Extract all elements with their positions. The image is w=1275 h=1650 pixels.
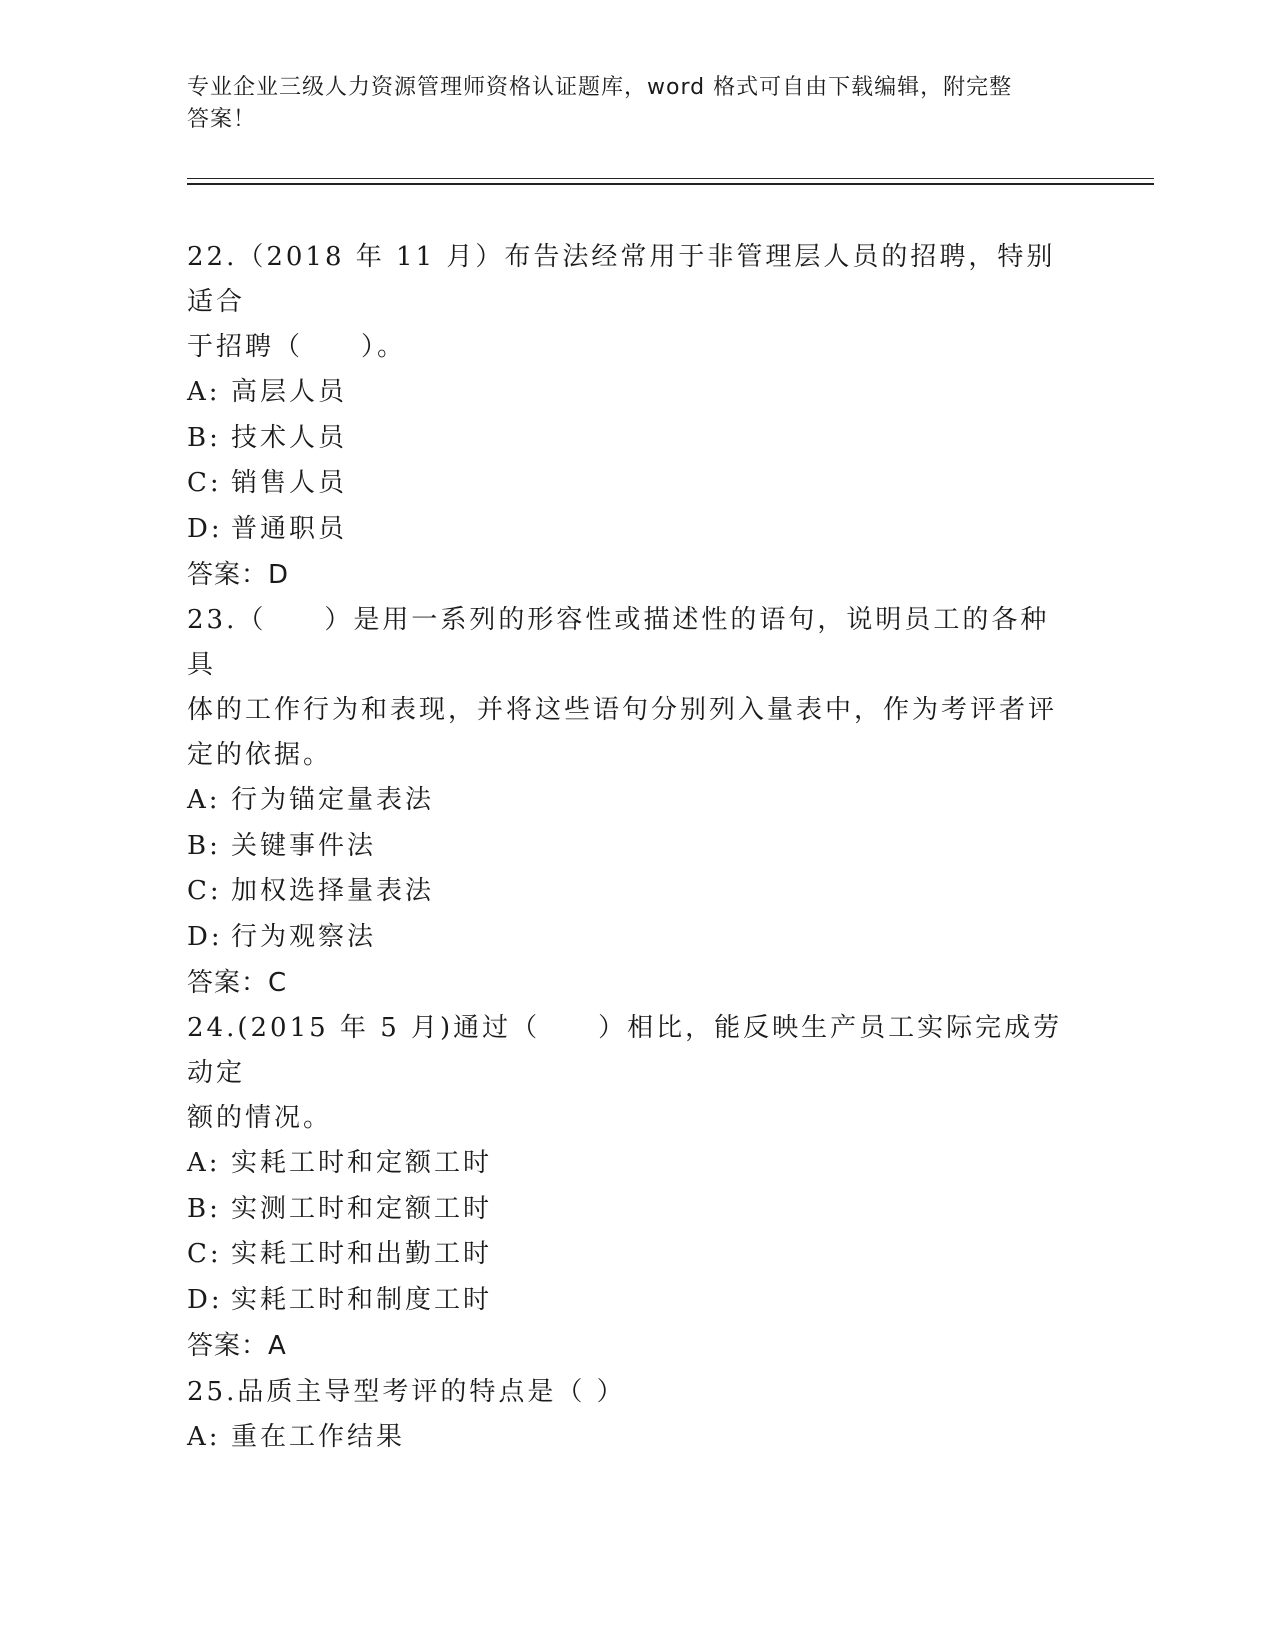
option-letter: C: bbox=[187, 876, 222, 906]
document-header bbox=[187, 72, 1067, 136]
option-text: 高层人员 bbox=[231, 377, 348, 407]
option-d bbox=[187, 915, 1077, 961]
question-stem bbox=[187, 1006, 1077, 1141]
option-text: 普通职员 bbox=[231, 513, 348, 544]
option-text: 实耗工时和制度工时 bbox=[231, 1284, 493, 1315]
option-text: 技术人员 bbox=[231, 422, 348, 453]
option-text: 行为锚定量表法 bbox=[231, 785, 435, 815]
answer-line: 答案：C bbox=[187, 968, 288, 998]
answer-line: 答案：D bbox=[187, 560, 290, 590]
option-letter: B: bbox=[187, 422, 221, 453]
option-b bbox=[187, 416, 1077, 462]
header-divider-thick bbox=[187, 183, 1154, 185]
option-letter: A: bbox=[187, 1148, 221, 1178]
question-23 bbox=[187, 598, 1077, 1006]
option-c bbox=[187, 461, 1077, 507]
header-line-2: 答案！ bbox=[187, 107, 257, 132]
header-line-1: 专业企业三级人力资源管理师资格认证题库，word 格式可自由下载编辑，附完整 bbox=[187, 75, 1013, 100]
option-d bbox=[187, 507, 1077, 553]
option-a bbox=[187, 1415, 1077, 1461]
header-divider-thin bbox=[187, 178, 1154, 179]
option-letter: B: bbox=[187, 830, 221, 861]
option-letter: B: bbox=[187, 1193, 221, 1224]
option-b bbox=[187, 824, 1077, 870]
option-text: 关键事件法 bbox=[231, 830, 377, 861]
option-a bbox=[187, 778, 1077, 824]
option-text: 加权选择量表法 bbox=[231, 876, 435, 906]
option-text: 重在工作结果 bbox=[231, 1422, 406, 1452]
option-letter: A: bbox=[187, 377, 221, 407]
answer-line: 答案：A bbox=[187, 1331, 287, 1361]
option-c bbox=[187, 869, 1077, 915]
option-text: 实耗工时和出勤工时 bbox=[231, 1239, 493, 1269]
option-letter: D: bbox=[187, 513, 223, 544]
option-d bbox=[187, 1278, 1077, 1324]
option-letter: A: bbox=[187, 1422, 221, 1452]
option-c bbox=[187, 1232, 1077, 1278]
option-text: 实耗工时和定额工时 bbox=[231, 1148, 493, 1178]
question-stem-line: 体的工作行为和表现，并将这些语句分别列入量表中，作为考评者评 bbox=[187, 695, 1058, 725]
option-text: 实测工时和定额工时 bbox=[231, 1193, 493, 1224]
question-stem bbox=[187, 235, 1077, 370]
option-letter: C: bbox=[187, 1239, 222, 1269]
option-letter: A: bbox=[187, 785, 221, 815]
question-22 bbox=[187, 235, 1077, 598]
option-a bbox=[187, 1141, 1077, 1187]
question-25 bbox=[187, 1370, 1077, 1461]
question-stem-line: 定的依据。 bbox=[187, 740, 333, 770]
question-stem-line: 额的情况。 bbox=[187, 1103, 333, 1133]
option-b bbox=[187, 1187, 1077, 1233]
question-stem-line: 23.（ ）是用一系列的形容性或描述性的语句，说明员工的各种具 bbox=[187, 605, 1050, 680]
question-24 bbox=[187, 1006, 1077, 1369]
question-stem bbox=[187, 1370, 1077, 1415]
option-text: 销售人员 bbox=[231, 468, 348, 498]
option-letter: D: bbox=[187, 921, 223, 952]
question-stem-line: 于招聘（ ）。 bbox=[187, 332, 407, 362]
question-stem-line: 22.（2018 年 11 月）布告法经常用于非管理层人员的招聘，特别适合 bbox=[187, 242, 1056, 317]
option-letter: D: bbox=[187, 1284, 223, 1315]
question-stem-line: 25.品质主导型考评的特点是（ ） bbox=[187, 1377, 626, 1407]
question-stem bbox=[187, 598, 1077, 778]
question-stem-line: 24.(2015 年 5 月)通过（ ）相比，能反映生产员工实际完成劳动定 bbox=[187, 1013, 1063, 1088]
option-text: 行为观察法 bbox=[231, 921, 377, 952]
option-a bbox=[187, 370, 1077, 416]
option-letter: C: bbox=[187, 468, 222, 498]
